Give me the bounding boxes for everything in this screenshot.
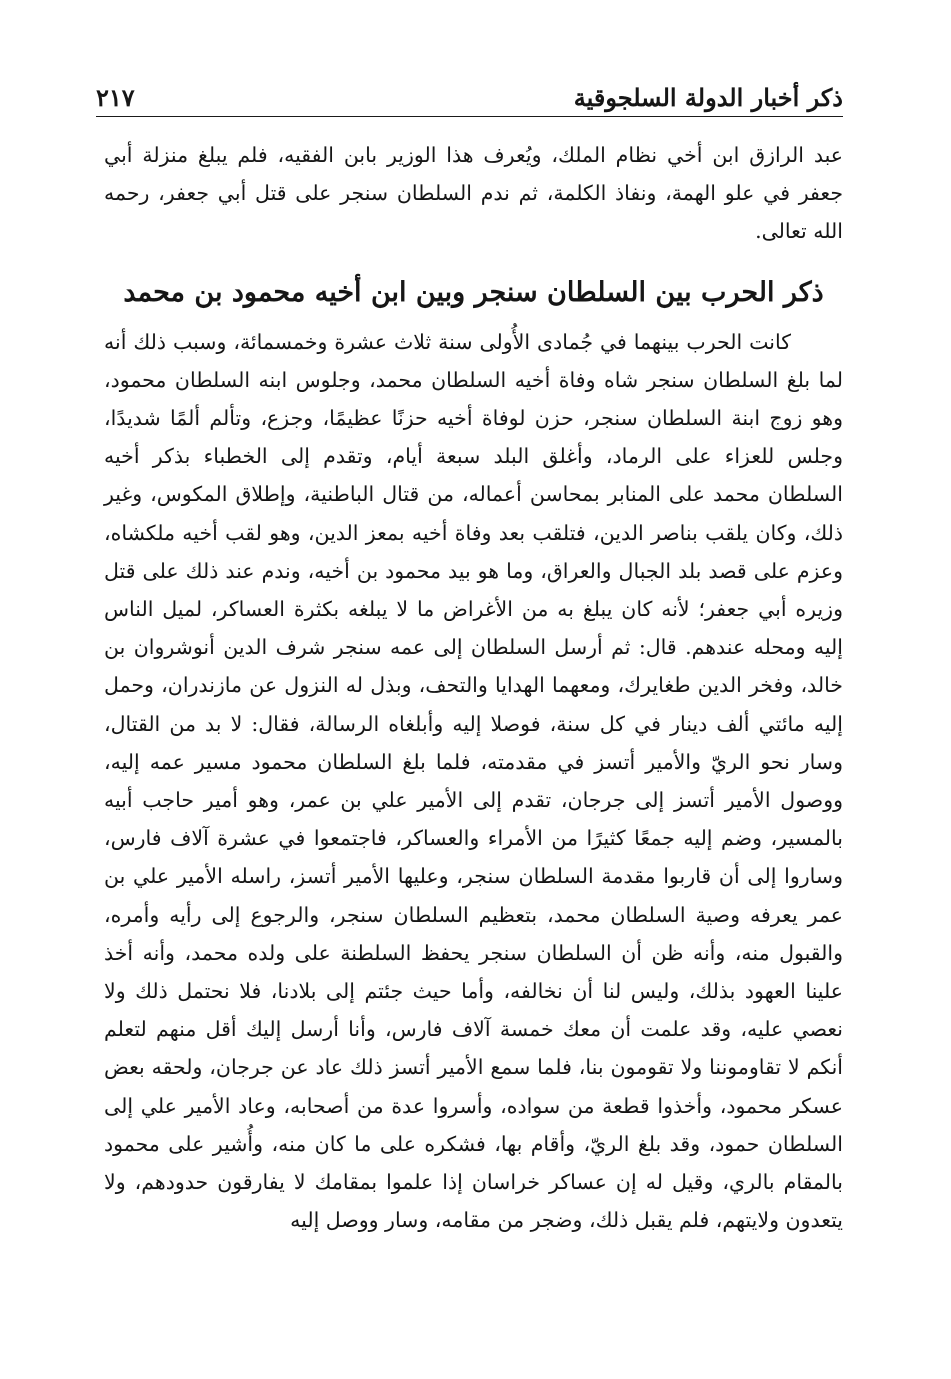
body-text [104,136,843,1239]
page-number: ٢١٧ [96,83,135,112]
running-header [96,72,843,117]
intro-paragraph: عبد الرازق ابن أخي نظام الملك، ويُعرف هذا الوزير بابن الفقيه، فلم يبلغ منزلة أبي جعفر في علو الهمة، ونفاذ الكلمة، ثم ندم السلطان سنجر على قتل أبي جعفر، رحمه الله تعالى. [104,143,843,244]
section-heading: ذكر الحرب بين السلطان سنجر وبين ابن أخيه محمود بن محمد [123,276,824,308]
header-title: ذكر أخبار الدولة السلجوقية [573,83,843,112]
section-paragraph: كانت الحرب بينهما في جُمادى الأُولى سنة ثلاث عشرة وخمسمائة، وسبب ذلك أنه لما بلغ السلطان سنجر شاه وفاة أخيه السلطان محمد، وجلوس ابنه السلطان محمود، وهو زوج ابنة السلطان سنجر، حزن لوفاة أخيه حزنًا عظيمًا، وجزع، وتألم ألمًا شديدًا، وجلس للعزاء على الرماد، وأغلق البلد سبعة أيام، وتقدم إلى الخطباء بذكر أخيه السلطان محمد على المنابر بمحاسن أعماله، من قتال الباطنية، وإطلاق المكوس، وغير ذلك، وكان يلقب بناصر الدين، فتلقب بعد وفاة أخيه بمعز الدين، وهو لقب أخيه ملكشاه، وعزم على قصد بلد الجبال والعراق، وما هو بيد محمود بن أخيه، وندم عند ذلك على قتل وزيره أبي جعفر؛ لأنه كان يبلغ به من الأغراض ما لا يبلغه بكثرة العساكر، لميل الناس إليه ومحله عندهم. قال: ثم أرسل السلطان إلى عمه سنجر شرف الدين أنوشروان بن خالد، وفخر الدين طغايرك، ومعهما الهدايا والتحف، وبذل له النزول عن مازندران، وحمل إليه مائتي ألف دينار في كل سنة، فوصلا إليه وأبلغاه الرسالة، فقال: لا بد من القتال، وسار نحو الريّ والأمير أتسز في مقدمته، فلما بلغ السلطان محمود مسير عمه إليه، ووصول الأمير أتسز إلى جرجان، تقدم إلى الأمير علي بن عمر، وهو أمير حاجب أبيه بالمسير، وضم إليه جمعًا كثيرًا من الأمراء والعساكر، فاجتمعوا في عشرة آلاف فارس، وساروا إلى أن قاربوا مقدمة السلطان سنجر، وعليها الأمير أتسز، راسله الأمير علي بن عمر يعرفه وصية السلطان محمد، بتعظيم السلطان سنجر، والرجوع إلى رأيه وأمره، والقبول منه، وأنه ظن أن السلطان سنجر يحفظ السلطنة على ولده محمد، وأنه أخذ علينا العهود بذلك، وليس لنا أن نخالفه، وأما حيث جئتم إلى بلادنا، فلا نحتمل ذلك ولا نعصي عليه، وقد علمت أن معك خمسة آلاف فارس، وأنا أرسل إليك أقل منهم لتعلم أنكم لا تقاوموننا ولا تقومون بنا، فلما سمع الأمير أتسز ذلك عاد عن جرجان، ولحقه بعض عسكر محمود، وأخذوا قطعة من سواده، وأسروا عدة من أصحابه، وعاد الأمير علي إلى السلطان حمود، وقد بلغ الريّ، وأقام بها، فشكره على ما كان منه، وأُشير على محمود بالمقام بالري، وقيل له إن عساكر خراسان إذا علموا بمقامك لا يفارقون حدودهم، ولا يتعدون ولايتهم، فلم يقبل ذلك، وضجر من مقامه، وسار ووصل إليه [104,329,843,1233]
